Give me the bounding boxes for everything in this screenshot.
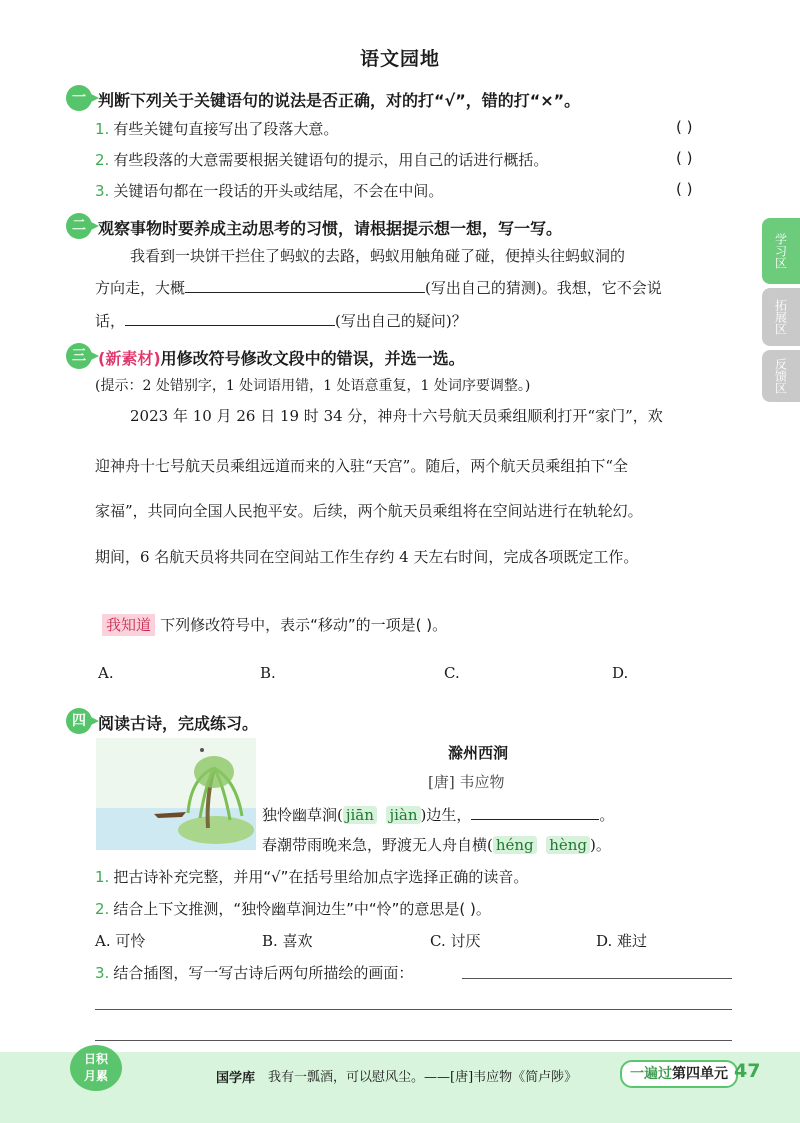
item-number: 3. [95,182,110,200]
q2-option-a[interactable]: A. 可怜 [95,932,146,950]
passage-line-1: 2023 年 10 月 26 日 19 时 34 分，神舟十六号航天员乘组顺利打开“家门”，欢 [130,407,663,425]
q-text: 结合插图，写一写古诗后两句所描绘的画面： [113,964,414,982]
daily-accumulate-logo [70,1045,122,1091]
question-blank[interactable] [125,309,335,326]
section-badge-3: 三 [66,343,92,369]
q2-option-c[interactable]: C. 讨厌 [430,932,481,950]
poem-line-2 [262,834,611,855]
q2-option-d[interactable]: D. 难过 [596,932,648,950]
option-b[interactable]: B. [260,664,276,682]
section-2-heading: 观察事物时要养成主动思考的习惯，请根据提示想一想，写一写。 [98,219,563,238]
sec1-item-3 [95,180,443,201]
item-text: 关键语句都在一段话的开头或结尾，不会在中间。 [113,182,444,200]
poem-title: 滁州西涧 [448,744,509,762]
guess-blank[interactable] [185,276,425,293]
pinyin-heng2[interactable]: héng [493,836,537,854]
sec4-q1 [95,866,528,887]
item-number: 2. [95,151,110,169]
passage-line-4: 期间，6 名航天员将共同在空间站工作生存约 4 天左右时间，完成各项既定工作。 [95,548,639,566]
sec4-q3 [95,962,413,983]
sec2-line-3 [95,309,467,331]
item-text: 有些关键句直接写出了段落大意。 [113,120,339,138]
answer-paren-2[interactable]: ( ) [676,149,693,167]
answer-line-3[interactable] [95,1040,732,1041]
brand-text: 一遍过 [630,1066,672,1082]
sec4-q2 [95,898,491,919]
poem-blank[interactable] [471,803,599,820]
line-text: 话， [95,312,126,330]
option-d[interactable]: D. [612,664,629,682]
unit-text: 第四单元 [672,1066,728,1082]
logo-line-2: 月累 [83,1069,108,1083]
wozhidao-tag: 我知道 [102,614,155,636]
sec1-item-1 [95,118,338,139]
line-text: (写出自己的猜测)。我想，它不会说 [425,279,662,297]
line-text: )边生， [420,806,472,824]
section-1-heading: 判断下列关于关键语句的说法是否正确，对的打“√”，错的打“×”。 [98,91,581,110]
item-number: 1. [95,120,110,138]
line-text: (写出自己的疑问)？ [335,312,467,330]
tab-expand-zone[interactable]: 拓展区 [762,288,800,346]
answer-line-2[interactable] [95,1009,732,1010]
section-badge-4: 四 [66,708,92,734]
q-text: 结合上下文推测，“独怜幽草涧边生”中“怜”的意思是( )。 [113,900,491,918]
option-a[interactable]: A. [98,664,114,682]
q-number: 3. [95,964,110,982]
logo-line-1: 日积 [83,1052,108,1066]
passage-line-2: 迎神舟十七号航天员乘组远道而来的入驻“天宫”。随后，两个航天员乘组拍下“全 [95,457,629,475]
line-text: 。 [599,806,615,824]
q-number: 1. [95,868,110,886]
question-text: 下列修改符号中，表示“移动”的一项是( )。 [160,616,448,634]
item-text: 有些段落的大意需要根据关键语句的提示，用自己的话进行概括。 [113,151,549,169]
answer-line-1[interactable] [462,978,732,979]
new-material-tag: (新素材) [98,349,161,368]
footer-quote: 我有一瓢酒，可以慰风尘。——[唐]韦应物《简卢陟》 [268,1070,578,1085]
line-text: 独怜幽草涧( [262,806,343,824]
sec2-line-1: 我看到一块饼干拦住了蚂蚁的去路，蚂蚁用触角碰了碰，便掉头往蚂蚁洞的 [130,247,626,265]
line-text: )。 [590,836,611,854]
willow-river-illustration [96,738,256,850]
sec2-line-2 [95,276,662,298]
answer-paren-3[interactable]: ( ) [676,180,693,198]
sec3-hint: (提示：2 处错别字，1 处词语用错，1 处语意重复，1 处词序要调整。) [95,378,531,394]
q-number: 2. [95,900,110,918]
page-title: 语文园地 [359,48,440,70]
sec1-item-2 [95,149,548,170]
q2-option-b[interactable]: B. 喜欢 [262,932,313,950]
heading-text: 用修改符号修改文段中的错误，并选一选。 [160,349,465,368]
pinyin-jian4[interactable]: jiàn [386,806,420,824]
section-3-heading [98,346,465,369]
line-text: 春潮带雨晚来急，野渡无人舟自横( [262,836,493,854]
answer-paren-1[interactable]: ( ) [676,118,693,136]
section-badge-2: 二 [66,213,92,239]
poem-line-1 [262,803,614,825]
section-badge-1: 一 [66,85,92,111]
line-text: 方向走，大概 [95,279,186,297]
unit-label [620,1060,738,1088]
tab-feedback-zone[interactable]: 反馈区 [762,350,800,402]
q-text: 把古诗补充完整，并用“√”在括号里给加点字选择正确的读音。 [113,868,529,886]
option-c[interactable]: C. [444,664,460,682]
poem-author: [唐] 韦应物 [428,773,505,791]
pinyin-jian1[interactable]: jiān [343,806,377,824]
page-number: 47 [734,1060,761,1082]
zhidao-question [102,614,447,635]
tab-study-zone[interactable]: 学习区 [762,218,800,284]
pinyin-heng4[interactable]: hèng [546,836,590,854]
passage-line-3: 家福”，共同向全国人民抱平安。后续，两个航天员乘组将在空间站进行在轨轮幻。 [95,502,643,520]
footer-label: 国学库 [216,1071,256,1086]
section-4-heading: 阅读古诗，完成练习。 [98,714,259,733]
